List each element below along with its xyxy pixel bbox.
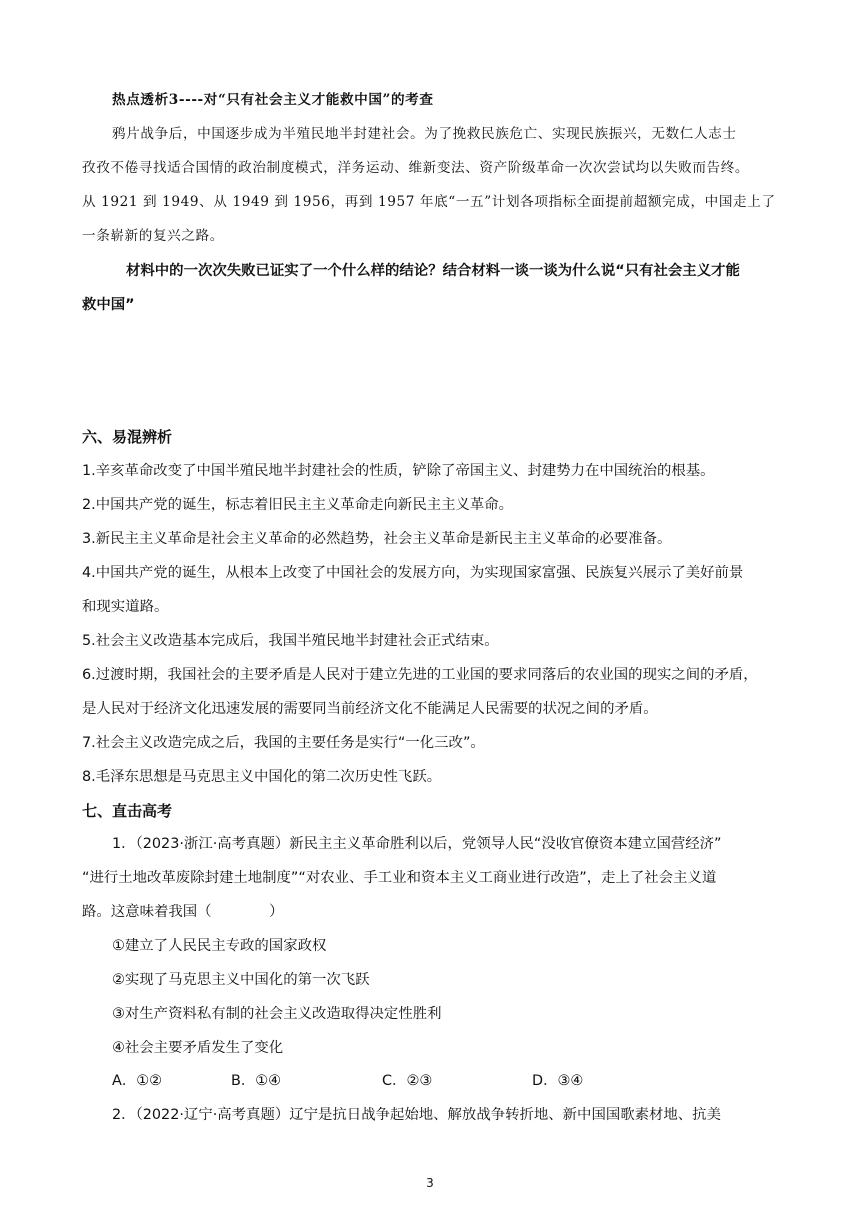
hotspot-title: 热点透析3----对“只有社会主义才能救中国”的考查 bbox=[112, 92, 434, 108]
q1-item-2: ②实现了马克思主义中国化的第一次飞跃 bbox=[112, 972, 370, 988]
question-line-2: 救中国” bbox=[82, 297, 135, 313]
section-heading-confusion: 六、易混辨析 bbox=[82, 428, 173, 446]
q1-option-d: D．③④ bbox=[532, 1073, 584, 1089]
confusion-item-2: 2.中国共产党的诞生，标志着旧民主主义革命走向新民主主义革命。 bbox=[82, 497, 514, 513]
q2-stem-line-1: 2．（2022·辽宁·高考真题）辽宁是抗日战争起始地、解放战争转折地、新中国国歌素材地、抗美 bbox=[112, 1107, 721, 1123]
q1-option-a: A．①② bbox=[112, 1073, 163, 1089]
confusion-item-6: 6.过渡时期，我国社会的主要矛盾是人民对于建立先进的工业国的要求同落后的农业国的现实之间的矛盾， bbox=[82, 667, 758, 683]
q1-item-1: ①建立了人民民主专政的国家政权 bbox=[112, 938, 327, 954]
confusion-item-1: 1.辛亥革命改变了中国半殖民地半封建社会的性质，铲除了帝国主义、封建势力在中国统治的根基。 bbox=[82, 463, 715, 479]
material-line-3: 从 1921 到 1949、从 1949 到 1956，再到 1957 年底“一五”计划各项指标全面提前超额完成，中国走上了 bbox=[82, 194, 776, 210]
q1-stem-line-1: 1．（2023·浙江·高考真题）新民主主义革命胜利以后，党领导人民“没收官僚资本建立国营经济” bbox=[112, 836, 722, 852]
q1-stem-line-3: 路。这意味着我国（ ） bbox=[82, 904, 284, 920]
material-line-1: 鸦片战争后，中国逐步成为半殖民地半封建社会。为了挽救民族危亡、实现民族振兴，无数仁人志士 bbox=[112, 126, 737, 142]
section-heading-exam: 七、直击高考 bbox=[82, 802, 173, 820]
confusion-item-5: 5.社会主义改造基本完成后，我国半殖民地半封建社会正式结束。 bbox=[82, 633, 499, 649]
confusion-item-6-cont: 是人民对于经济文化迅速发展的需要同当前经济文化不能满足人民需要的状况之间的矛盾。 bbox=[82, 701, 658, 717]
confusion-item-4: 4.中国共产党的诞生，从根本上改变了中国社会的发展方向，为实现国家富强、民族复兴展示了美好前景 bbox=[82, 565, 744, 581]
confusion-item-4-cont: 和现实道路。 bbox=[82, 599, 169, 615]
page-number: 3 bbox=[426, 1176, 434, 1190]
material-line-4: 一条崭新的复兴之路。 bbox=[82, 228, 224, 244]
q1-stem-line-2: “进行土地改革废除封建土地制度”“对农业、手工业和资本主义工商业进行改造”，走上了社会主义道 bbox=[82, 870, 717, 886]
confusion-item-8: 8.毛泽东思想是马克思主义中国化的第二次历史性飞跃。 bbox=[82, 769, 442, 785]
confusion-item-3: 3.新民主主义革命是社会主义革命的必然趋势，社会主义革命是新民主主义革命的必要准备。 bbox=[82, 531, 672, 547]
material-line-2: 孜孜不倦寻找适合国情的政治制度模式，洋务运动、维新变法、资产阶级革命一次次尝试均以失败而告终。 bbox=[82, 160, 750, 176]
confusion-item-7: 7.社会主义改造完成之后，我国的主要任务是实行“一化三改”。 bbox=[82, 735, 485, 751]
q1-option-c: C．②③ bbox=[382, 1073, 433, 1089]
q1-item-4: ④社会主要矛盾发生了变化 bbox=[112, 1040, 284, 1056]
q1-item-3: ③对生产资料私有制的社会主义改造取得决定性胜利 bbox=[112, 1006, 442, 1022]
question-line-1: 材料中的一次次失败已证实了一个什么样的结论？结合材料一谈一谈为什么说“只有社会主义才能 bbox=[126, 263, 740, 279]
q1-option-b: B．①④ bbox=[231, 1073, 282, 1089]
